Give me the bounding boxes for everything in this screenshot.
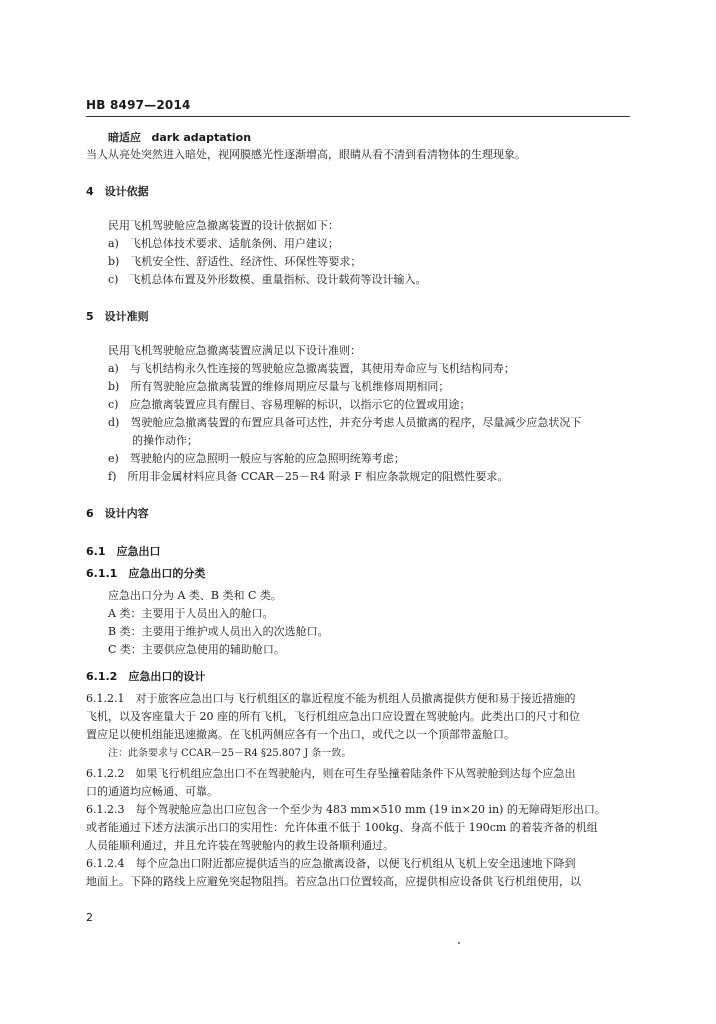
paragraph-line: 6.1.2.4 每个应急出口附近都应提供适当的应急撤离设备，以便飞行机组从飞机上安全迅速地下降到 <box>86 857 576 870</box>
list-item: b) 飞机安全性、舒适性、经济性、环保性等要求； <box>108 255 362 268</box>
note: 注：此条要求与 CCAR－25－R4 §25.807 J 条一致。 <box>108 748 352 759</box>
section-6-1-title: 6.1 应急出口 <box>86 545 161 558</box>
section-5-title: 5 设计准则 <box>86 310 149 323</box>
scan-speck <box>458 942 460 944</box>
section-5-intro: 民用飞机驾驶舱应急撤离装置应满足以下设计准则： <box>108 344 361 357</box>
paragraph-line: 口的通道均应畅通、可靠。 <box>86 785 218 798</box>
list-item: a) 飞机总体技术要求、适航条例、用户建议； <box>108 237 339 250</box>
term-en: dark adaptation <box>151 131 252 144</box>
list-item: e) 驾驶舱内的应急照明一般应与客舱的应急照明统筹考虑； <box>108 452 405 465</box>
paragraph-line: 6.1.2.3 每个驾驶舱应急出口应包含一个至少为 483 mm×510 mm (19 in×20 in) 的无障碍矩形出口。 <box>86 803 606 816</box>
paragraph-line: 人员能顺利通过，并且允许装在驾驶舱内的救生设备顺利通过。 <box>86 839 394 852</box>
section-4-intro: 民用飞机驾驶舱应急撤离装置的设计依据如下： <box>108 219 339 232</box>
list-item: c) 应急撤离装置应具有醒目、容易理解的标识，以指示它的位置或用途； <box>108 398 471 411</box>
section-4-title: 4 设计依据 <box>86 185 149 198</box>
paragraph-line: 6.1.2.2 如果飞行机组应急出口不在驾驶舱内，则在可生存坠撞着陆条件下从驾驶舱到达每个应急出 <box>86 767 576 780</box>
paragraph-line: B 类：主要用于维护或人员出入的次选舱口。 <box>108 625 329 638</box>
term-definition: 当人从亮处突然进入暗处，视网膜感光性逐渐增高，眼睛从看不清到看清物体的生理现象。 <box>86 148 526 161</box>
page-number: 2 <box>86 911 93 924</box>
list-item: b) 所有驾驶舱应急撤离装置的维修周期应尽量与飞机维修周期相同； <box>108 380 450 393</box>
paragraph-line: A 类：主要用于人员出入的舱口。 <box>108 607 274 620</box>
list-item: d) 驾驶舱应急撤离装置的布置应具备可达性，并充分考虑人员撤离的程序，尽量减少应急状况下 <box>108 416 582 429</box>
list-item-continuation: 的操作动作； <box>132 434 198 447</box>
paragraph-line: 飞机，以及客座量大于 20 座的所有飞机，飞行机组应急出口应设置在驾驶舱内。此类出口的尺寸和位 <box>86 710 580 723</box>
list-item: c) 飞机总体布置及外形数模、重量指标、设计载荷等设计输入。 <box>108 273 427 286</box>
section-6-title: 6 设计内容 <box>86 507 149 520</box>
paragraph-line: 6.1.2.1 对于旅客应急出口与飞行机组区的靠近程度不能为机组人员撤离提供方便和易于接近措施的 <box>86 692 576 705</box>
paragraph-line: C 类：主要供应急使用的辅助舱口。 <box>108 643 285 656</box>
standard-code: HB 8497—2014 <box>86 98 191 112</box>
paragraph-line: 地面上。下降的路线上应避免突起物阻挡。若应急出口位置较高，应提供相应设备供飞行机组使用，以 <box>86 875 581 888</box>
paragraph-line: 应急出口分为 A 类、B 类和 C 类。 <box>108 589 282 602</box>
term-zh: 暗适应 <box>108 131 141 144</box>
section-6-1-1-title: 6.1.1 应急出口的分类 <box>86 567 206 580</box>
term-heading <box>108 131 251 145</box>
paragraph-line: 置应足以使机组能迅速撤离。在飞机两侧应各有一个出口，或代之以一个顶部带盖舱口。 <box>86 728 515 741</box>
list-item: a) 与飞机结构永久性连接的驾驶舱应急撤离装置，其使用寿命应与飞机结构同寿； <box>108 362 515 375</box>
list-item: f) 所用非金属材料应具备 CCAR－25－R4 附录 F 相应条款规定的阻燃性要求。 <box>108 470 509 483</box>
header-rule <box>86 116 630 117</box>
paragraph-line: 或者能通过下述方法演示出口的实用性：允许体重不低于 100kg、身高不低于 190cm 的着装齐备的机组 <box>86 821 598 834</box>
section-6-1-2-title: 6.1.2 应急出口的设计 <box>86 670 206 683</box>
